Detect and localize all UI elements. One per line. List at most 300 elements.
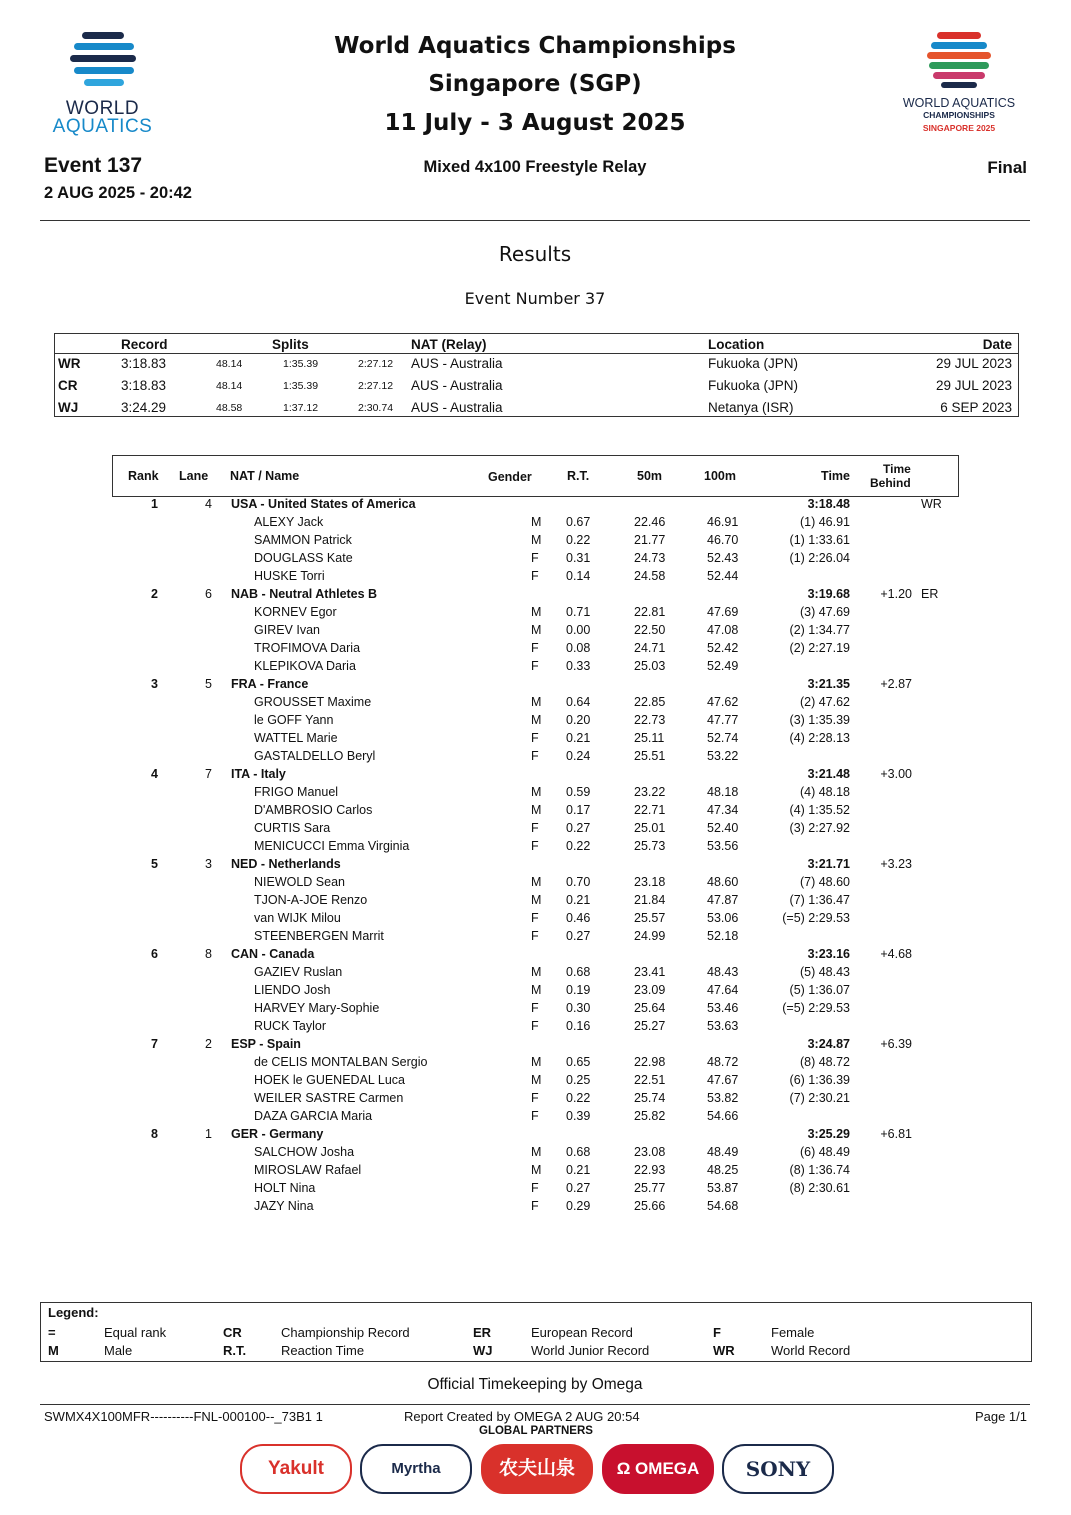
swimmer-gender: M (531, 983, 542, 997)
swimmer-gender: F (531, 1019, 539, 1033)
swimmer-split-100m: 54.66 (707, 1109, 739, 1123)
swimmer-reaction-time: 0.31 (566, 551, 591, 565)
swimmer-reaction-time: 0.20 (566, 713, 591, 727)
swimmer-split-50m: 25.66 (634, 1199, 666, 1213)
swimmer-cumulative: (5) 1:36.07 (789, 983, 850, 997)
report-code: SWMX4X100MFR----------FNL-000100--_73B1 1 (44, 1409, 323, 1424)
swimmer-cumulative: (2) 1:34.77 (789, 623, 850, 637)
swimmer-name: MIROSLAW Rafael (254, 1163, 362, 1177)
legend-key: M (48, 1343, 59, 1358)
swimmer-name: FRIGO Manuel (254, 785, 339, 799)
records-header-location: Location (708, 337, 765, 352)
swimmer-split-50m: 22.98 (634, 1055, 666, 1069)
swimmer-split-100m: 48.18 (707, 785, 739, 799)
team-name: CAN - Canada (231, 947, 315, 961)
logo-text-world: WORLD (65, 98, 140, 119)
swimmer-split-50m: 21.77 (634, 533, 666, 547)
team-time: 3:19.68 (807, 587, 850, 601)
swimmer-reaction-time: 0.17 (566, 803, 591, 817)
swimmer-split-50m: 22.50 (634, 623, 666, 637)
partner-sony-logo: SONY (722, 1444, 834, 1494)
record-date: 6 SEP 2023 (940, 400, 1012, 415)
swimmer-split-50m: 22.46 (634, 515, 666, 529)
team-time: 3:18.48 (807, 497, 850, 511)
swimmer-split-100m: 47.77 (707, 713, 739, 727)
swimmer-split-100m: 53.63 (707, 1019, 739, 1033)
swimmer-split-50m: 22.93 (634, 1163, 666, 1177)
swimmer-cumulative: (7) 48.60 (799, 875, 850, 889)
partners-title: GLOBAL PARTNERS (479, 1425, 593, 1437)
swimmer-reaction-time: 0.67 (566, 515, 591, 529)
records-header-date: Date (982, 337, 1012, 352)
swimmer-reaction-time: 0.27 (566, 821, 591, 835)
records-header-record: Record (121, 337, 168, 352)
team-rank: 6 (151, 947, 158, 961)
team-record-flag: ER (921, 587, 939, 601)
record-type: CR (58, 378, 78, 393)
swimmer-cumulative: (2) 47.62 (799, 695, 850, 709)
swimmer-gender: F (531, 1199, 539, 1213)
swimmer-gender: M (531, 713, 542, 727)
swimmer-split-50m: 24.99 (634, 929, 666, 943)
team-name: GER - Germany (231, 1127, 324, 1141)
swimmer-reaction-time: 0.24 (566, 749, 591, 763)
event-name: Mixed 4x100 Freestyle Relay (423, 158, 647, 176)
team-record-flag: WR (921, 497, 942, 511)
results-header (112, 455, 959, 497)
swimmer-split-50m: 24.58 (634, 569, 666, 583)
col-behind-line1: Time (883, 462, 911, 476)
swimmer-gender: F (531, 569, 539, 583)
wave-dots-icon (40, 28, 165, 98)
record-nat: AUS - Australia (411, 356, 503, 371)
legend-value: World Junior Record (531, 1343, 650, 1358)
swimmer-split-100m: 54.68 (707, 1199, 739, 1213)
team-time: 3:21.35 (807, 677, 850, 691)
swimmer-name: CURTIS Sara (254, 821, 331, 835)
swimmer-split-100m: 48.60 (707, 875, 739, 889)
title-championship: World Aquatics Championships (334, 33, 736, 59)
swimmer-reaction-time: 0.14 (566, 569, 591, 583)
record-split-1: 48.58 (216, 402, 243, 414)
swimmer-reaction-time: 0.27 (566, 929, 591, 943)
col-lane: Lane (179, 469, 209, 483)
swimmer-split-100m: 47.08 (707, 623, 739, 637)
swimmer-name: DAZA GARCIA Maria (254, 1109, 373, 1123)
swimmer-name: KLEPIKOVA Daria (254, 659, 356, 673)
swimmer-cumulative: (8) 1:36.74 (789, 1163, 850, 1177)
partner-omega-logo: Ω OMEGA (602, 1444, 714, 1494)
col-50m: 50m (637, 469, 663, 483)
team-rank: 1 (151, 497, 158, 511)
record-split-2: 1:35.39 (283, 358, 319, 370)
swimmer-name: WATTEL Marie (254, 731, 338, 745)
swimmer-reaction-time: 0.68 (566, 1145, 591, 1159)
swimmer-split-100m: 53.87 (707, 1181, 739, 1195)
swimmer-gender: M (531, 623, 542, 637)
partner-yakult-logo: Yakult (240, 1444, 352, 1494)
swimmer-reaction-time: 0.16 (566, 1019, 591, 1033)
swimmer-split-50m: 21.84 (634, 893, 666, 907)
section-title: Results (498, 242, 572, 266)
swimmer-split-50m: 22.51 (634, 1073, 666, 1087)
record-time: 3:18.83 (121, 356, 167, 371)
swimmer-split-50m: 25.74 (634, 1091, 666, 1105)
swimmer-reaction-time: 0.00 (566, 623, 591, 637)
world-aquatics-logo (40, 28, 165, 138)
team-lane: 1 (205, 1127, 212, 1141)
swimmer-gender: M (531, 875, 542, 889)
legend-key: WJ (473, 1343, 493, 1358)
swimmer-split-100m: 47.87 (707, 893, 739, 907)
team-lane: 5 (205, 677, 212, 691)
swimmer-reaction-time: 0.59 (566, 785, 591, 799)
event-number: Event Number 37 (464, 289, 606, 308)
logo-text-aquatics: AQUATICS (52, 116, 153, 137)
team-lane: 2 (205, 1037, 212, 1051)
swimmer-cumulative: (8) 48.72 (799, 1055, 850, 1069)
swimmer-name: HOEK le GUENEDAL Luca (254, 1073, 405, 1087)
swimmer-split-50m: 24.71 (634, 641, 666, 655)
swimmer-gender: F (531, 1181, 539, 1195)
team-name: NED - Netherlands (231, 857, 341, 871)
swimmer-reaction-time: 0.30 (566, 1001, 591, 1015)
team-name: ITA - Italy (231, 767, 286, 781)
swimmer-split-50m: 23.08 (634, 1145, 666, 1159)
swimmer-split-100m: 48.43 (707, 965, 739, 979)
swimmer-gender: M (531, 1055, 542, 1069)
swimmer-reaction-time: 0.22 (566, 1091, 591, 1105)
records-header-nat: NAT (Relay) (411, 337, 487, 352)
team-name: NAB - Neutral Athletes B (231, 587, 378, 601)
col-gender: Gender (488, 470, 532, 484)
swimmer-name: SALCHOW Josha (254, 1145, 355, 1159)
team-time-behind: +4.68 (880, 947, 912, 961)
col-behind-line2: Behind (870, 476, 911, 490)
swimmer-cumulative: (8) 2:30.61 (789, 1181, 850, 1195)
col-100m: 100m (704, 469, 736, 483)
record-type: WJ (58, 400, 79, 415)
swimmer-split-100m: 46.91 (707, 515, 739, 529)
col-time: Time (821, 469, 850, 483)
record-split-3: 2:30.74 (358, 402, 394, 414)
legend-key: ER (473, 1325, 492, 1340)
swimmer-reaction-time: 0.70 (566, 875, 591, 889)
team-time: 3:23.16 (807, 947, 850, 961)
legend-key: F (713, 1325, 721, 1340)
swimmer-reaction-time: 0.39 (566, 1109, 591, 1123)
swimmer-split-50m: 25.64 (634, 1001, 666, 1015)
record-location: Netanya (ISR) (708, 400, 794, 415)
championship-emblem-icon (885, 28, 1033, 92)
swimmer-gender: M (531, 785, 542, 799)
swimmer-cumulative: (1) 2:26.04 (789, 551, 850, 565)
swimmer-gender: F (531, 1109, 539, 1123)
swimmer-gender: F (531, 731, 539, 745)
swimmer-name: LIENDO Josh (254, 983, 331, 997)
col-name: NAT / Name (230, 469, 300, 483)
swimmer-reaction-time: 0.46 (566, 911, 591, 925)
swimmer-split-50m: 25.77 (634, 1181, 666, 1195)
swimmer-reaction-time: 0.19 (566, 983, 591, 997)
swimmer-split-100m: 52.42 (707, 641, 739, 655)
col-rt: R.T. (567, 469, 590, 483)
swimmer-gender: M (531, 893, 542, 907)
col-rank: Rank (128, 469, 159, 483)
team-rank: 4 (151, 767, 158, 781)
team-time-behind: +2.87 (880, 677, 912, 691)
record-location: Fukuoka (JPN) (708, 356, 799, 371)
swimmer-gender: M (531, 515, 542, 529)
record-split-2: 1:37.12 (283, 402, 319, 414)
event-datetime: 2 AUG 2025 - 20:42 (44, 184, 192, 202)
event-phase: Final (987, 158, 1027, 177)
swimmer-gender: F (531, 929, 539, 943)
swimmer-cumulative: (=5) 2:29.53 (782, 1001, 850, 1015)
swimmer-cumulative: (2) 2:27.19 (789, 641, 850, 655)
championships-logo (885, 28, 1033, 138)
swimmer-cumulative: (7) 2:30.21 (789, 1091, 850, 1105)
timekeeping-note: Official Timekeeping by Omega (427, 1376, 643, 1393)
swimmer-split-50m: 25.11 (634, 731, 665, 745)
swimmer-cumulative: (1) 46.91 (799, 515, 850, 529)
swimmer-split-100m: 52.18 (707, 929, 739, 943)
swimmer-reaction-time: 0.65 (566, 1055, 591, 1069)
team-name: FRA - France (231, 677, 309, 691)
records-header-rule (55, 353, 1018, 354)
swimmer-cumulative: (7) 1:36.47 (789, 893, 850, 907)
record-date: 29 JUL 2023 (935, 356, 1012, 371)
legend-key: = (48, 1325, 56, 1340)
team-rank: 7 (151, 1037, 158, 1051)
swimmer-reaction-time: 0.71 (566, 605, 591, 619)
title-location: Singapore (SGP) (428, 71, 642, 97)
swimmer-reaction-time: 0.21 (566, 893, 591, 907)
swimmer-split-100m: 53.56 (707, 839, 739, 853)
team-time-behind: +1.20 (880, 587, 912, 601)
legend-value: Equal rank (104, 1325, 167, 1340)
team-lane: 8 (205, 947, 212, 961)
swimmer-gender: M (531, 1163, 542, 1177)
swimmer-split-100m: 46.70 (707, 533, 739, 547)
swimmer-split-100m: 53.46 (707, 1001, 739, 1015)
swimmer-gender: F (531, 911, 539, 925)
team-rank: 3 (151, 677, 158, 691)
swimmer-gender: F (531, 659, 539, 673)
swimmer-split-100m: 47.62 (707, 695, 739, 709)
champ-logo-line2: CHAMPIONSHIPS (923, 110, 995, 120)
swimmer-reaction-time: 0.08 (566, 641, 591, 655)
swimmer-gender: M (531, 1145, 542, 1159)
team-time: 3:21.48 (807, 767, 850, 781)
legend-title: Legend: (48, 1305, 99, 1320)
team-name: USA - United States of America (231, 497, 416, 511)
team-time-behind: +3.23 (880, 857, 912, 871)
swimmer-split-50m: 25.27 (634, 1019, 666, 1033)
legend-key: CR (223, 1325, 242, 1340)
swimmer-gender: M (531, 803, 542, 817)
swimmer-name: KORNEV Egor (254, 605, 337, 619)
swimmer-split-100m: 52.44 (707, 569, 739, 583)
swimmer-cumulative: (4) 1:35.52 (789, 803, 850, 817)
swimmer-reaction-time: 0.29 (566, 1199, 591, 1213)
swimmer-split-50m: 24.73 (634, 551, 666, 565)
team-lane: 4 (205, 497, 212, 511)
champ-logo-line1: WORLD AQUATICS (902, 96, 1016, 110)
legend-box (40, 1302, 1032, 1362)
legend-value: Female (771, 1325, 815, 1340)
legend-value: Male (104, 1343, 133, 1358)
swimmer-split-100m: 48.49 (707, 1145, 739, 1159)
swimmer-reaction-time: 0.68 (566, 965, 591, 979)
swimmer-gender: F (531, 1001, 539, 1015)
page-number: Page 1/1 (974, 1409, 1027, 1424)
swimmer-split-100m: 47.34 (707, 803, 739, 817)
swimmer-split-50m: 25.82 (634, 1109, 666, 1123)
swimmer-cumulative: (3) 47.69 (799, 605, 850, 619)
legend-key: R.T. (223, 1343, 247, 1358)
swimmer-cumulative: (4) 48.18 (799, 785, 850, 799)
title-dates: 11 July - 3 August 2025 (384, 110, 686, 136)
swimmer-reaction-time: 0.21 (566, 1163, 591, 1177)
swimmer-reaction-time: 0.64 (566, 695, 591, 709)
record-split-3: 2:27.12 (358, 358, 394, 370)
swimmer-cumulative: (6) 48.49 (799, 1145, 850, 1159)
team-time-behind: +3.00 (880, 767, 912, 781)
legend-value: Reaction Time (281, 1343, 365, 1358)
champ-logo-line3: SINGAPORE 2025 (922, 123, 996, 133)
swimmer-split-50m: 23.41 (634, 965, 666, 979)
swimmer-gender: M (531, 965, 542, 979)
swimmer-name: D'AMBROSIO Carlos (254, 803, 373, 817)
team-lane: 6 (205, 587, 212, 601)
swimmer-name: GAZIEV Ruslan (254, 965, 343, 979)
legend-key: WR (713, 1343, 735, 1358)
team-time: 3:21.71 (807, 857, 850, 871)
team-time-behind: +6.39 (880, 1037, 912, 1051)
swimmer-gender: F (531, 641, 539, 655)
team-lane: 3 (205, 857, 212, 871)
team-rank: 5 (151, 857, 158, 871)
swimmer-name: van WIJK Milou (254, 911, 341, 925)
team-rank: 2 (151, 587, 158, 601)
swimmer-name: le GOFF Yann (254, 713, 334, 727)
swimmer-name: RUCK Taylor (254, 1019, 327, 1033)
swimmer-name: GASTALDELLO Beryl (254, 749, 376, 763)
partner-nongfu-logo: 农夫山泉 (481, 1444, 593, 1494)
team-time-behind: +6.81 (880, 1127, 912, 1141)
record-location: Fukuoka (JPN) (708, 378, 799, 393)
swimmer-cumulative: (3) 2:27.92 (789, 821, 850, 835)
record-split-1: 48.14 (216, 380, 243, 392)
legend-value: World Record (771, 1343, 851, 1358)
swimmer-reaction-time: 0.22 (566, 533, 591, 547)
team-name: ESP - Spain (231, 1037, 301, 1051)
footer-divider (40, 1404, 1030, 1405)
swimmer-split-50m: 23.22 (634, 785, 666, 799)
record-split-2: 1:35.39 (283, 380, 319, 392)
record-split-1: 48.14 (216, 358, 243, 370)
swimmer-split-100m: 53.82 (707, 1091, 739, 1105)
swimmer-split-50m: 22.81 (634, 605, 666, 619)
swimmer-reaction-time: 0.33 (566, 659, 591, 673)
swimmer-split-100m: 48.25 (707, 1163, 739, 1177)
records-table (54, 333, 1019, 417)
swimmer-split-50m: 25.51 (634, 749, 666, 763)
swimmer-split-50m: 22.73 (634, 713, 666, 727)
swimmer-cumulative: (3) 1:35.39 (789, 713, 850, 727)
legend-value: European Record (531, 1325, 633, 1340)
records-header-splits: Splits (272, 337, 309, 352)
record-split-3: 2:27.12 (358, 380, 394, 392)
swimmer-reaction-time: 0.25 (566, 1073, 591, 1087)
swimmer-name: GROUSSET Maxime (254, 695, 372, 709)
record-date: 29 JUL 2023 (935, 378, 1012, 393)
record-nat: AUS - Australia (411, 378, 503, 393)
swimmer-cumulative: (5) 48.43 (799, 965, 850, 979)
swimmer-reaction-time: 0.27 (566, 1181, 591, 1195)
swimmer-split-50m: 22.71 (634, 803, 666, 817)
swimmer-split-100m: 47.69 (707, 605, 739, 619)
swimmer-name: ALEXY Jack (254, 515, 324, 529)
report-created: Report Created by OMEGA 2 AUG 20:54 (404, 1409, 640, 1424)
swimmer-reaction-time: 0.22 (566, 839, 591, 853)
swimmer-name: GIREV Ivan (254, 623, 320, 637)
record-time: 3:18.83 (121, 378, 167, 393)
swimmer-split-50m: 23.18 (634, 875, 666, 889)
record-time: 3:24.29 (121, 400, 167, 415)
swimmer-split-50m: 25.57 (634, 911, 666, 925)
header-divider (40, 220, 1030, 221)
team-rank: 8 (151, 1127, 158, 1141)
swimmer-cumulative: (4) 2:28.13 (789, 731, 850, 745)
team-time: 3:25.29 (807, 1127, 850, 1141)
swimmer-split-100m: 52.43 (707, 551, 739, 565)
swimmer-name: HUSKE Torri (254, 569, 325, 583)
swimmer-cumulative: (1) 1:33.61 (789, 533, 850, 547)
swimmer-name: HOLT Nina (254, 1181, 316, 1195)
legend-value: Championship Record (281, 1325, 410, 1340)
swimmer-gender: M (531, 605, 542, 619)
team-lane: 7 (205, 767, 212, 781)
swimmer-name: de CELIS MONTALBAN Sergio (254, 1055, 428, 1069)
swimmer-name: WEILER SASTRE Carmen (254, 1091, 404, 1105)
event-label: Event 137 (44, 154, 143, 177)
swimmer-reaction-time: 0.21 (566, 731, 591, 745)
swimmer-split-100m: 48.72 (707, 1055, 739, 1069)
swimmer-split-50m: 25.01 (634, 821, 666, 835)
swimmer-name: MENICUCCI Emma Virginia (254, 839, 410, 853)
swimmer-name: DOUGLASS Kate (254, 551, 353, 565)
swimmer-split-100m: 53.22 (707, 749, 739, 763)
swimmer-gender: M (531, 533, 542, 547)
swimmer-split-50m: 25.03 (634, 659, 666, 673)
swimmer-split-50m: 25.73 (634, 839, 666, 853)
swimmer-split-50m: 23.09 (634, 983, 666, 997)
swimmer-gender: F (531, 749, 539, 763)
team-time: 3:24.87 (807, 1037, 850, 1051)
record-type: WR (58, 356, 81, 371)
swimmer-split-100m: 47.64 (707, 983, 739, 997)
swimmer-name: HARVEY Mary-Sophie (254, 1001, 380, 1015)
swimmer-gender: M (531, 1073, 542, 1087)
swimmer-gender: F (531, 551, 539, 565)
swimmer-gender: F (531, 821, 539, 835)
swimmer-name: JAZY Nina (254, 1199, 314, 1213)
swimmer-name: STEENBERGEN Marrit (254, 929, 384, 943)
swimmer-cumulative: (=5) 2:29.53 (782, 911, 850, 925)
swimmer-gender: M (531, 695, 542, 709)
